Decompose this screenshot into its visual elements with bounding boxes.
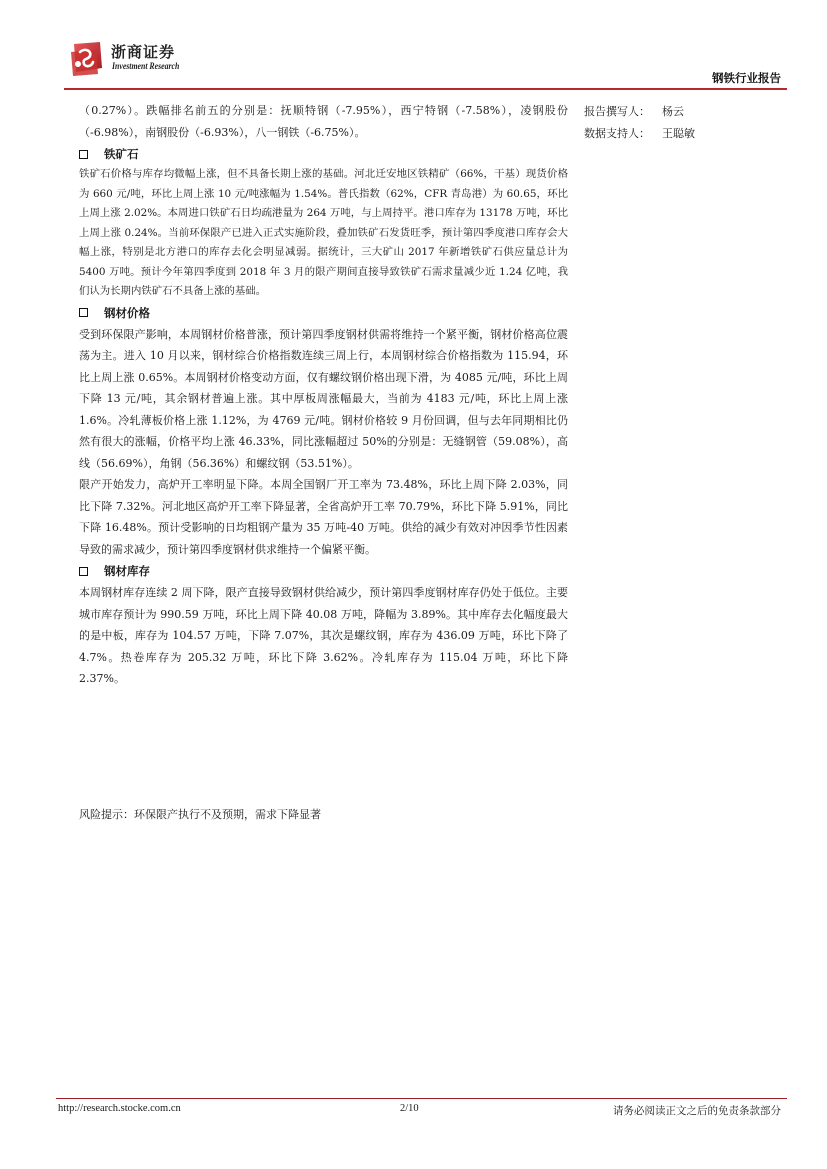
section-title: 铁矿石	[104, 147, 139, 161]
production-paragraph: 限产开始发力，高炉开工率明显下降。本周全国钢厂开工率为 73.48%，环比上周下降 2.03%，同比下降 7.32%。河北地区高炉开工率下降显著，全省高炉开工率 70.79%，环比下降 5.91%，同比下降 16.48%。预计受影响的日均粗钢产量为 35 万吨-40 万吨。供给的减少有效对冲因季节性因素导致的需求减少，预计第四季度钢材供求维持一个偏紧平衡。	[79, 478, 568, 556]
footer-url: http://research.stocke.com.cn	[58, 1103, 181, 1114]
brand-name-cn: 浙商证券	[111, 43, 176, 61]
iron-ore-paragraph: 铁矿石价格与库存均微幅上涨，但不具备长期上涨的基础。河北迁安地区铁精矿（66%，干基）现货价格为 660 元/吨，环比上周上涨 10 元/吨涨幅为 1.54%。普氏指数（62%，CFR 青岛港）为 60.65，环比上周上涨 2.02%。本周进口铁矿石日均疏港量为 264 万吨，与上周持平。港口库存为 13178 万吨，环比上周上涨 0.24%。当前环保限产已进入正式实施阶段，叠加铁矿石发货旺季，预计第四季度港口库存会大幅上涨，特别是北方港口的库存去化会明显减弱。据统计，三大矿山 2017 年新增铁矿石供应量总计为 5400 万吨。预计今年第四季度到 2018 年 3 月的限产期间直接导致铁矿石需求量减少近 1.24 亿吨，我们认为长期内铁矿石不具备上涨的基础。	[79, 168, 568, 297]
author-row	[584, 101, 784, 123]
section-heading-steel-price	[79, 302, 568, 324]
checkbox-bullet-icon	[79, 567, 88, 576]
page-number: 2/10	[400, 1103, 419, 1114]
support-label: 数据支持人：	[584, 127, 650, 140]
header-divider	[64, 88, 787, 90]
sidebar-credits	[584, 101, 784, 145]
footer-disclaimer: 请务必阅读正文之后的免责条款部分	[613, 1105, 781, 1117]
steel-price-paragraph: 受到环保限产影响，本周钢材价格普涨，预计第四季度钢材供需将维持一个紧平衡，钢材价格高位震荡为主。进入 10 月以来，钢材综合价格指数连续三周上行，本周钢材综合价格指数为 115.94，环比上周上涨 0.65%。本周钢材价格变动方面，仅有螺纹钢价格出现下滑，为 4085 元/吨，环比上周下降 13 元/吨，其余钢材普遍上涨。其中厚板周涨幅最大，当前为 4183 元/吨，环比上周上涨 1.6%。冷轧薄板价格上涨 1.12%，为 4769 元/吨。钢材价格较 9 月份回调，但与去年同期相比仍然有很大的涨幅，价格平均上涨 46.33%，同比涨幅超过 50%的分别是：无缝钢管（59.08%），高线（56.69%），角钢（56.36%）和螺纹钢（53.51%）。	[79, 327, 568, 470]
author-name: 杨云	[662, 105, 684, 118]
section-heading-iron-ore	[79, 143, 568, 165]
report-body	[79, 100, 568, 690]
zheshang-logo-icon	[68, 38, 106, 78]
support-row	[584, 123, 784, 145]
checkbox-bullet-icon	[79, 308, 88, 317]
checkbox-bullet-icon	[79, 150, 88, 159]
author-label: 报告撰写人：	[584, 105, 650, 118]
risk-warning: 风险提示：环保限产执行不及预期，需求下降显著	[79, 808, 321, 821]
intro-paragraph: （0.27%）。跌幅排名前五的分别是：抚顺特钢（-7.95%），西宁特钢（-7.58%），凌钢股份（-6.98%），南钢股份（-6.93%），八一钢铁（-6.75%）。	[79, 104, 568, 139]
section-title: 钢材库存	[104, 564, 150, 578]
inventory-paragraph: 本周钢材库存连续 2 周下降，限产直接导致钢材供给减少，预计第四季度钢材库存仍处于低位。主要城市库存预计为 990.59 万吨，环比上周下降 40.08 万吨，降幅为 3.89%。其中库存去化幅度最大的是中板，库存为 104.57 万吨，下降 7.07%，其次是螺纹钢，库存为 436.09 万吨，环比下降了 4.7%。热卷库存为 205.32 万吨，环比下降 3.62%。冷轧库存为 115.04 万吨，环比下降 2.37%。	[79, 586, 568, 685]
section-title: 钢材价格	[104, 305, 150, 320]
footer-divider	[56, 1098, 787, 1099]
brand-name-en: Investment Research	[112, 62, 180, 72]
support-name: 王聪敏	[662, 127, 695, 140]
company-logo	[68, 38, 188, 80]
report-type-label: 钢铁行业报告	[712, 71, 781, 85]
section-heading-steel-inventory	[79, 560, 568, 582]
